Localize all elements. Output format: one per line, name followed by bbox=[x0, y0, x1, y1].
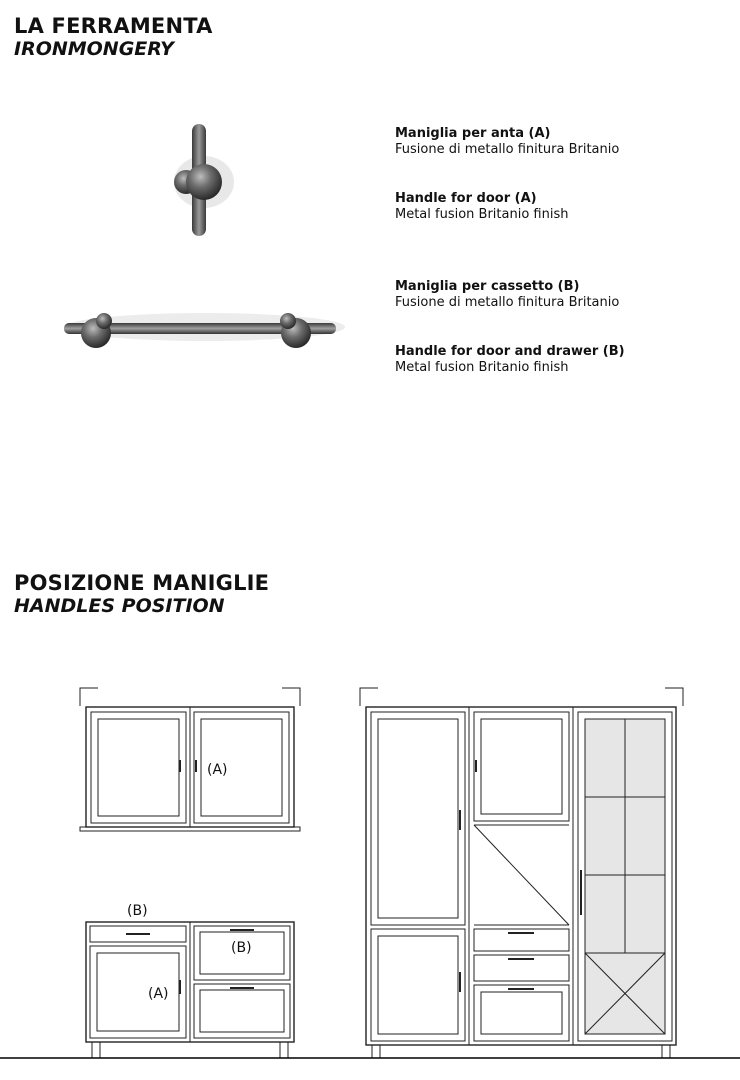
handle-b-finish-en: Metal fusion Britanio finish bbox=[395, 360, 569, 375]
handle-a-description-en bbox=[395, 191, 568, 223]
handle-a-title-it: Maniglia per anta (A) bbox=[395, 126, 551, 141]
base-cabinet-drawing bbox=[86, 922, 294, 1058]
handle-b-title-it: Maniglia per cassetto (B) bbox=[395, 279, 580, 294]
tall-unit-drawing bbox=[360, 688, 683, 1058]
knob-handle-a-image bbox=[160, 110, 240, 240]
label-base-right-b: (B) bbox=[231, 940, 252, 956]
handle-a-finish-en: Metal fusion Britanio finish bbox=[395, 207, 569, 222]
section-title-handles-position-it: POSIZIONE MANIGLIE bbox=[14, 571, 270, 595]
handle-b-title-en: Handle for door and drawer (B) bbox=[395, 344, 625, 359]
section-subtitle-handles-position-en: HANDLES POSITION bbox=[14, 595, 225, 617]
wall-cabinet-drawing bbox=[80, 688, 300, 831]
handle-b-description-en bbox=[395, 344, 625, 376]
label-base-drawer-b: (B) bbox=[127, 903, 148, 919]
label-wall-cabinet-a: (A) bbox=[207, 762, 228, 778]
handle-b-finish-it: Fusione di metallo finitura Britanio bbox=[395, 295, 620, 310]
section-title-ironmongery-it: LA FERRAMENTA bbox=[14, 14, 213, 38]
handle-a-title-en: Handle for door (A) bbox=[395, 191, 537, 206]
section-subtitle-ironmongery-en: IRONMONGERY bbox=[14, 38, 174, 60]
handle-a-description-it bbox=[395, 126, 619, 158]
handle-b-description-it bbox=[395, 279, 619, 311]
label-base-door-a: (A) bbox=[148, 986, 169, 1002]
handles-position-drawing bbox=[0, 670, 740, 1080]
handle-a-finish-it: Fusione di metallo finitura Britanio bbox=[395, 142, 620, 157]
bar-handle-b-image bbox=[60, 295, 345, 365]
